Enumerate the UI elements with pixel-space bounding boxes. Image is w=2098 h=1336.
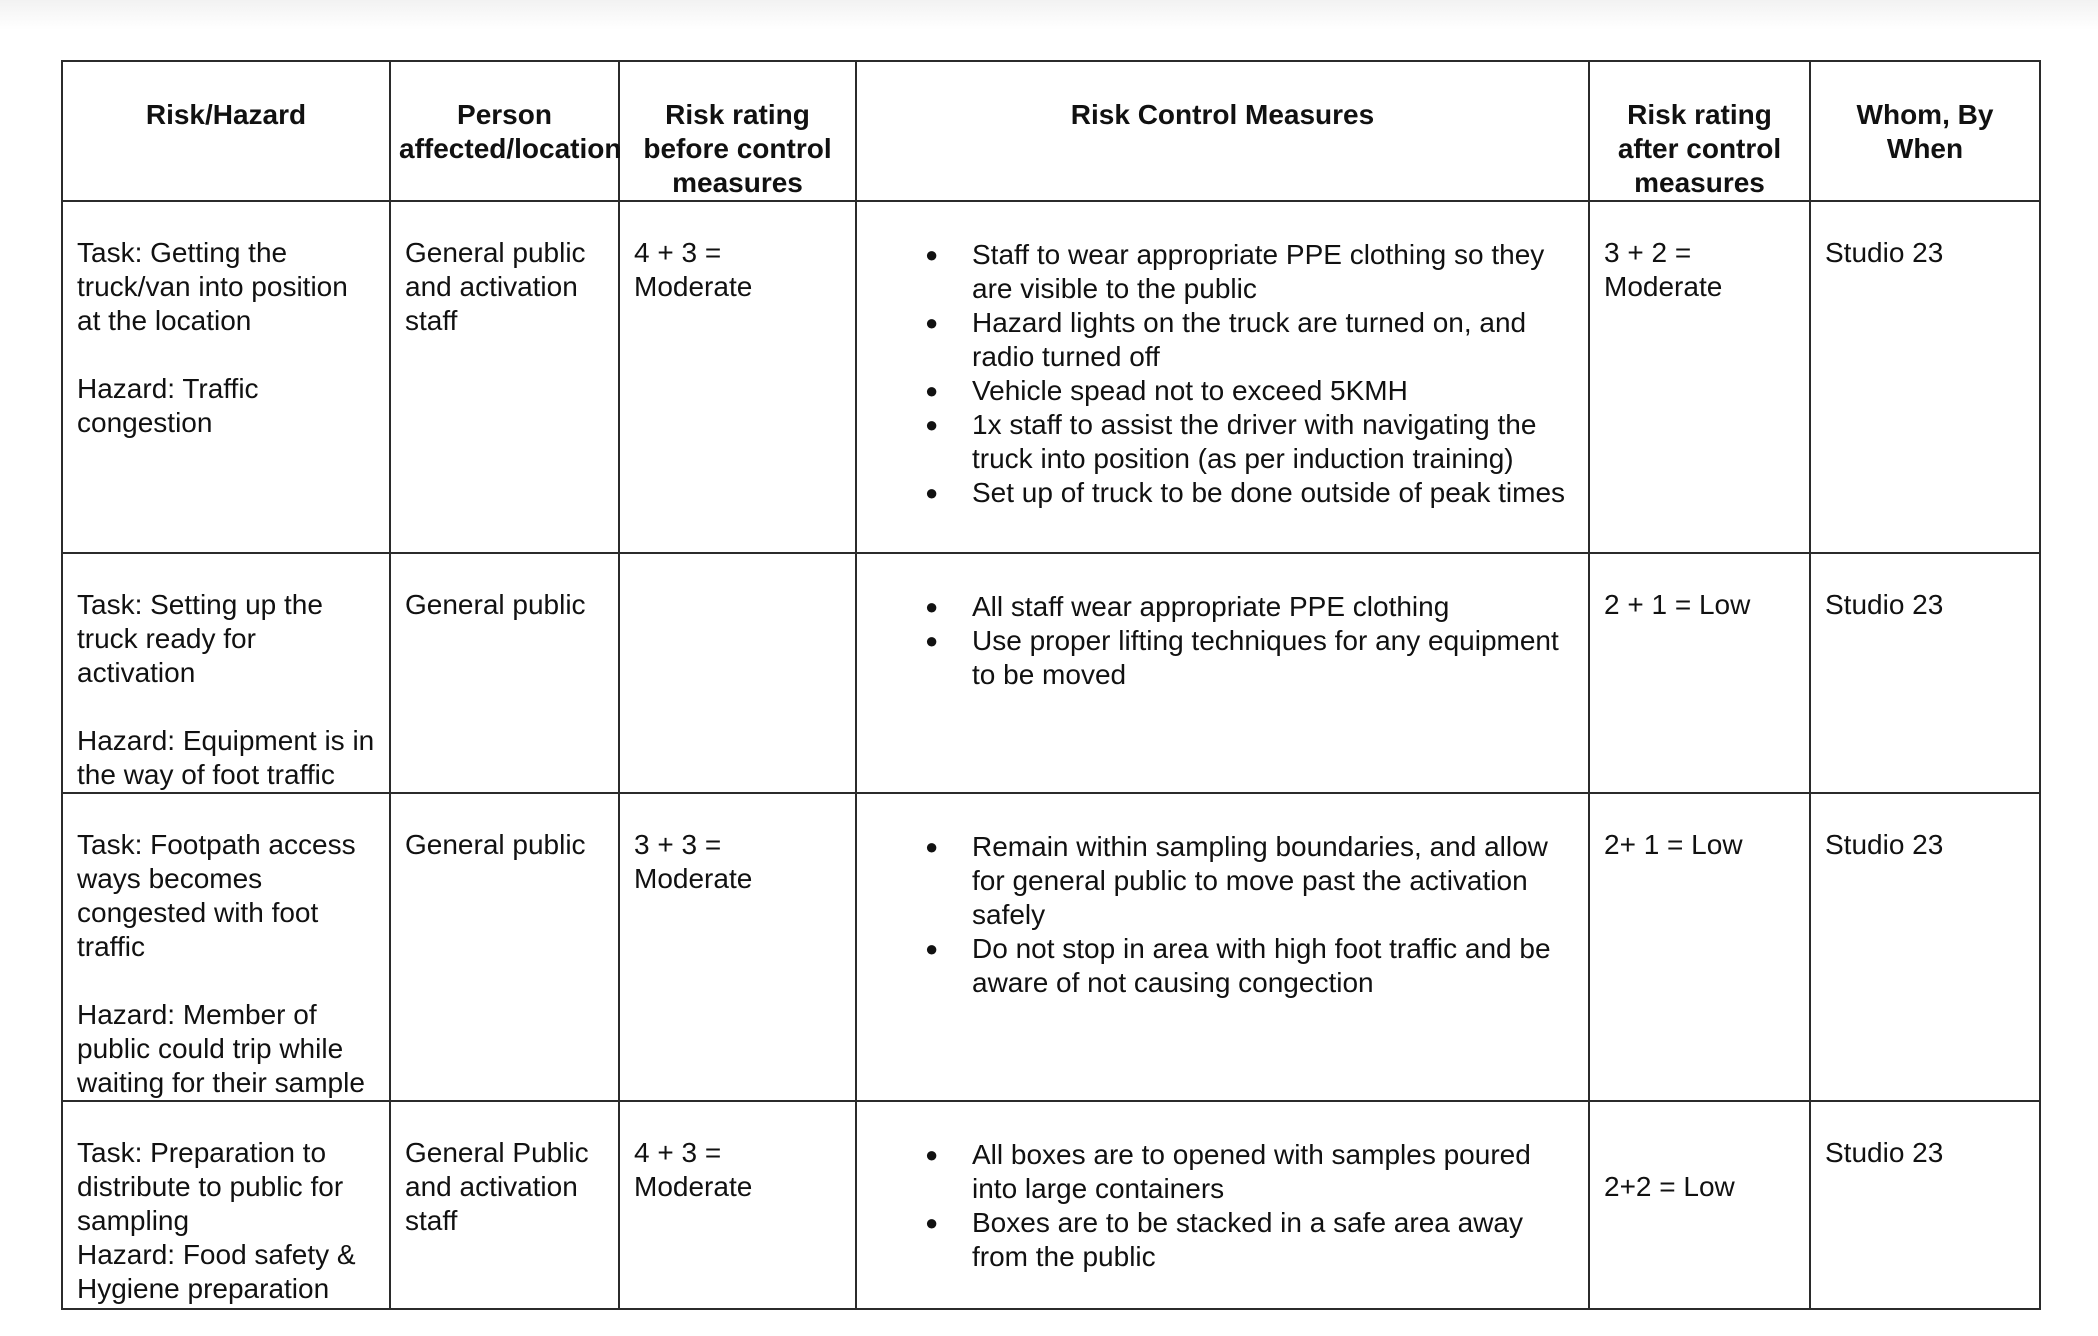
person-affected-cell: General public <box>390 553 619 793</box>
page-top-shadow <box>0 0 2098 30</box>
header-risk-hazard: Risk/Hazard <box>62 61 390 201</box>
header-control-measures: Risk Control Measures <box>856 61 1589 201</box>
person-affected-cell: General public and activation staff <box>390 201 619 553</box>
rating-after-cell: 2 + 1 = Low <box>1589 553 1810 793</box>
whom-when-cell: Studio 23 <box>1810 1101 2040 1309</box>
table-row <box>62 553 2040 793</box>
measure-text: All staff wear appropriate PPE clothing <box>972 591 1450 622</box>
hazard-text: Hazard: Traffic congestion <box>77 373 259 438</box>
measure-text: Vehicle spead not to exceed 5KMH <box>972 375 1408 406</box>
measures-list <box>871 588 1574 692</box>
risk-hazard-cell <box>62 793 390 1101</box>
bullet-icon: ● <box>925 480 939 505</box>
bullet-icon: ● <box>925 594 939 619</box>
task-text: Task: Getting the truck/van into position at the location <box>77 237 348 336</box>
list-item <box>871 1206 1574 1274</box>
whom-when-cell: Studio 23 <box>1810 201 2040 553</box>
bullet-icon: ● <box>925 1142 939 1167</box>
measures-list <box>871 236 1574 510</box>
person-affected-cell: General Public and activation staff <box>390 1101 619 1309</box>
task-text: Task: Preparation to distribute to public for sampling <box>77 1137 344 1236</box>
header-row <box>62 61 2040 201</box>
header-rating-after: Risk rating after control measures <box>1589 61 1810 201</box>
task-text: Task: Setting up the truck ready for activation <box>77 589 323 688</box>
task-text: Task: Footpath access ways becomes congested with foot traffic <box>77 829 356 962</box>
list-item <box>871 238 1574 306</box>
control-measures-cell <box>856 1101 1589 1309</box>
bullet-icon: ● <box>925 1210 939 1235</box>
header-person-affected: Person affected/location <box>390 61 619 201</box>
bullet-icon: ● <box>925 242 939 267</box>
table-row <box>62 1101 2040 1309</box>
list-item <box>871 624 1574 692</box>
measures-list <box>871 828 1574 1000</box>
risk-hazard-cell <box>62 553 390 793</box>
hazard-text: Hazard: Food safety & Hygiene preparation <box>77 1239 356 1304</box>
control-measures-cell <box>856 793 1589 1101</box>
list-item <box>871 830 1574 932</box>
table-row <box>62 793 2040 1101</box>
measure-text: Do not stop in area with high foot traffic and be aware of not causing congection <box>972 933 1551 998</box>
hazard-text: Hazard: Member of public could trip while waiting for their sample <box>77 999 365 1098</box>
list-item <box>871 408 1574 476</box>
risk-assessment-table <box>61 60 2041 1310</box>
bullet-icon: ● <box>925 628 939 653</box>
measure-text: Use proper lifting techniques for any equipment to be moved <box>972 625 1559 690</box>
bullet-icon: ● <box>925 412 939 437</box>
rating-before-cell <box>619 553 856 793</box>
list-item <box>871 932 1574 1000</box>
control-measures-cell <box>856 553 1589 793</box>
rating-after-cell: 2+2 = Low <box>1589 1101 1810 1309</box>
list-item <box>871 476 1574 510</box>
header-whom-when: Whom, By When <box>1810 61 2040 201</box>
person-affected-cell: General public <box>390 793 619 1101</box>
rating-before-cell: 3 + 3 = Moderate <box>619 793 856 1101</box>
list-item <box>871 374 1574 408</box>
rating-after-cell: 3 + 2 = Moderate <box>1589 201 1810 553</box>
bullet-icon: ● <box>925 834 939 859</box>
measure-text: Hazard lights on the truck are turned on, and radio turned off <box>972 307 1527 372</box>
bullet-icon: ● <box>925 310 939 335</box>
whom-when-cell: Studio 23 <box>1810 553 2040 793</box>
bullet-icon: ● <box>925 378 939 403</box>
risk-hazard-cell <box>62 201 390 553</box>
bullet-icon: ● <box>925 936 939 961</box>
risk-hazard-cell <box>62 1101 390 1309</box>
measure-text: 1x staff to assist the driver with navigating the truck into position (as per induction training) <box>972 409 1537 474</box>
measures-list <box>871 1136 1574 1274</box>
list-item <box>871 306 1574 374</box>
measure-text: Set up of truck to be done outside of peak times <box>972 477 1566 508</box>
rating-after-cell: 2+ 1 = Low <box>1589 793 1810 1101</box>
whom-when-cell: Studio 23 <box>1810 793 2040 1101</box>
measure-text: All boxes are to opened with samples poured into large containers <box>972 1139 1531 1204</box>
table-row <box>62 201 2040 553</box>
header-rating-before: Risk rating before control measures <box>619 61 856 201</box>
measure-text: Remain within sampling boundaries, and allow for general public to move past the activation safely <box>972 831 1548 930</box>
rating-before-cell: 4 + 3 = Moderate <box>619 201 856 553</box>
control-measures-cell <box>856 201 1589 553</box>
measure-text: Staff to wear appropriate PPE clothing so they are visible to the public <box>972 239 1545 304</box>
rating-before-cell: 4 + 3 = Moderate <box>619 1101 856 1309</box>
hazard-text: Hazard: Equipment is in the way of foot traffic <box>77 725 375 790</box>
list-item <box>871 590 1574 624</box>
measure-text: Boxes are to be stacked in a safe area away from the public <box>972 1207 1523 1272</box>
list-item <box>871 1138 1574 1206</box>
